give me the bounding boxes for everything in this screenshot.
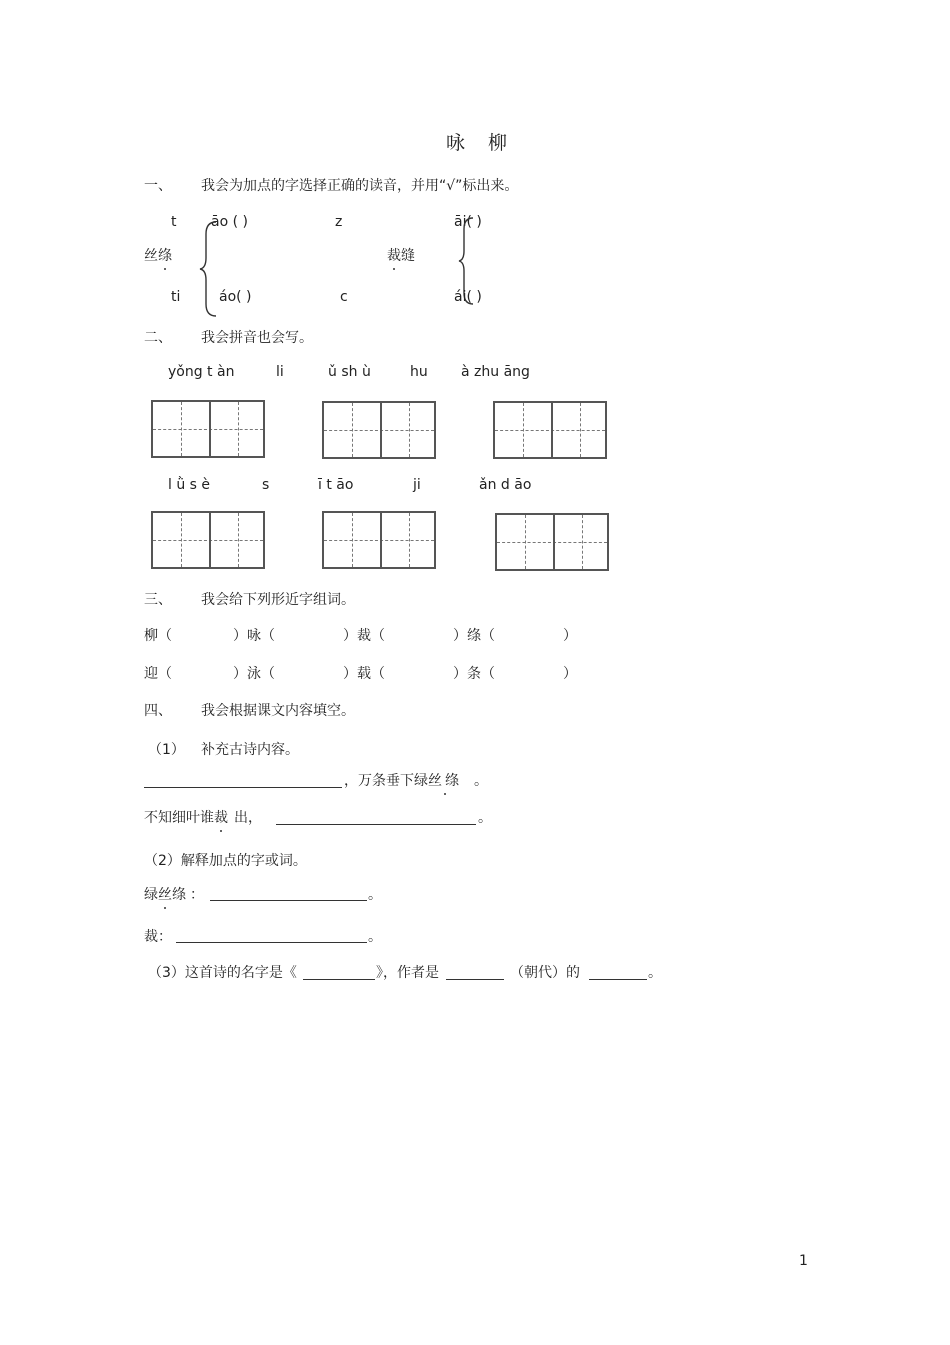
pinyin-text: hu bbox=[410, 364, 428, 380]
word-blank: ）条（ bbox=[453, 666, 495, 682]
page-number: 1 bbox=[799, 1253, 808, 1269]
pinyin-option: c bbox=[340, 289, 348, 305]
section-1-instruction: 我会为加点的字选择正确的读音，并用“√”标出来。 bbox=[201, 178, 519, 194]
page-title: 咏 柳 bbox=[446, 132, 510, 154]
pinyin-option: ái( ) bbox=[454, 289, 482, 305]
pinyin-text: ī t āo bbox=[318, 477, 354, 493]
answer-line[interactable] bbox=[303, 978, 375, 980]
left-brace bbox=[198, 220, 218, 318]
pinyin-text: yǒng t àn bbox=[168, 364, 235, 380]
writing-grid[interactable] bbox=[495, 513, 609, 571]
pinyin-text: l ǜ s è bbox=[168, 477, 211, 493]
word-sitao: 丝绦 bbox=[144, 245, 172, 265]
pinyin-option: z bbox=[335, 214, 343, 230]
word-blank: ）咏（ bbox=[233, 628, 275, 644]
word-blank: ） bbox=[563, 628, 577, 644]
poem-line-1: ，万条垂下绿丝绦 。 bbox=[344, 770, 488, 790]
word-blank: ） bbox=[563, 666, 577, 682]
question-3-text: （3）这首诗的名字是《 bbox=[148, 965, 297, 981]
definition-label: 裁： bbox=[144, 929, 172, 945]
section-4-number: 四、 bbox=[144, 703, 172, 719]
writing-grid[interactable] bbox=[322, 511, 436, 569]
answer-line[interactable] bbox=[446, 978, 504, 980]
pinyin-text: ji bbox=[413, 477, 421, 493]
period: 。 bbox=[368, 887, 382, 903]
pinyin-option: āi( ) bbox=[454, 214, 482, 230]
pinyin-option: t bbox=[171, 214, 177, 230]
question-1-text: 补充古诗内容。 bbox=[201, 742, 299, 758]
word-blank: 柳（ bbox=[144, 628, 172, 644]
pinyin-text: ǎn d āo bbox=[479, 477, 532, 493]
pinyin-option: āo ( ) bbox=[211, 214, 248, 230]
period: 。 bbox=[368, 929, 382, 945]
question-2-text: （2）解释加点的字或词。 bbox=[144, 853, 307, 869]
writing-grid[interactable] bbox=[322, 401, 436, 459]
word-blank: 迎（ bbox=[144, 666, 172, 682]
answer-line[interactable] bbox=[176, 941, 367, 943]
section-4-instruction: 我会根据课文内容填空。 bbox=[201, 703, 355, 719]
pinyin-text: à zhu āng bbox=[461, 364, 530, 380]
pinyin-text: li bbox=[276, 364, 284, 380]
writing-grid[interactable] bbox=[151, 511, 265, 569]
poem-line-2: 不知细叶谁裁 出， bbox=[144, 807, 262, 827]
answer-line[interactable] bbox=[144, 786, 342, 788]
pinyin-option: áo( ) bbox=[219, 289, 252, 305]
answer-line[interactable] bbox=[276, 823, 476, 825]
word-blank: ）裁（ bbox=[343, 628, 385, 644]
period: 。 bbox=[648, 965, 662, 981]
writing-grid[interactable] bbox=[151, 400, 265, 458]
question-3-text: 》，作者是 bbox=[376, 965, 439, 981]
section-1-number: 一、 bbox=[144, 178, 172, 194]
section-3-number: 三、 bbox=[144, 592, 172, 608]
pinyin-text: ǔ sh ù bbox=[328, 364, 371, 380]
answer-line[interactable] bbox=[589, 978, 647, 980]
word-blank: ）绦（ bbox=[453, 628, 495, 644]
word-blank: ）泳（ bbox=[233, 666, 275, 682]
writing-grid[interactable] bbox=[493, 401, 607, 459]
question-1-number: （1） bbox=[148, 742, 185, 758]
definition-label: 绿丝绦 ： bbox=[144, 884, 204, 904]
period: 。 bbox=[478, 810, 492, 826]
section-2-number: 二、 bbox=[144, 330, 172, 346]
word-caifeng: 裁缝 bbox=[387, 245, 415, 265]
word-blank: ）载（ bbox=[343, 666, 385, 682]
question-3-text: （朝代）的 bbox=[510, 965, 580, 981]
section-3-instruction: 我会给下列形近字组词。 bbox=[201, 592, 355, 608]
pinyin-text: s bbox=[262, 477, 270, 493]
answer-line[interactable] bbox=[210, 899, 367, 901]
section-2-instruction: 我会拼音也会写。 bbox=[201, 330, 313, 346]
pinyin-option: ti bbox=[171, 289, 181, 305]
